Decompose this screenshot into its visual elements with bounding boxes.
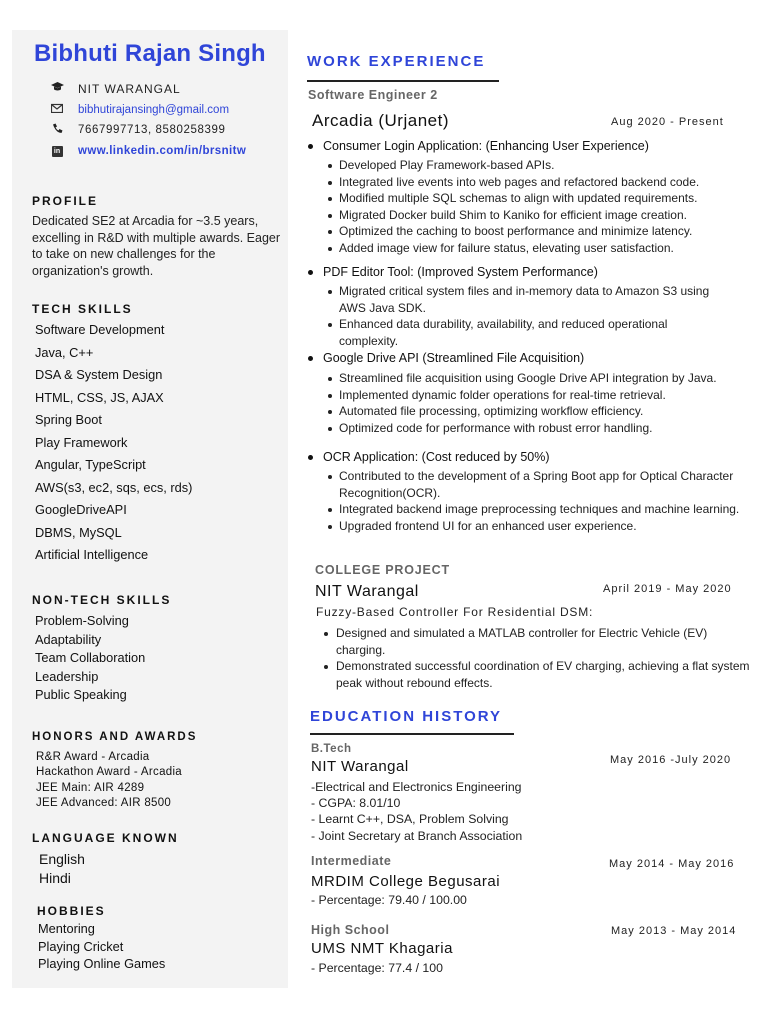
edu-institution: UMS NMT Khagaria <box>311 940 453 957</box>
edu-level: B.Tech <box>311 743 352 755</box>
work-heading-rule <box>307 80 499 82</box>
college-project-institution: NIT Warangal <box>315 583 419 600</box>
project-bullet-item: Streamlined file acquisition using Google Drive API integration by Java. <box>326 370 717 387</box>
edu-details <box>311 892 467 908</box>
college-project-title: Fuzzy-Based Controller For Residential DSM: <box>316 605 594 619</box>
project-bullet-item: Added image view for failure status, elevating user satisfaction. <box>326 240 699 257</box>
language-item: Hindi <box>39 870 71 886</box>
nontech-skills-heading: NON-TECH SKILLS <box>32 593 172 607</box>
edu-institution: MRDIM College Begusarai <box>311 873 501 890</box>
nontech-skill-item: Leadership <box>35 668 99 684</box>
profile-heading: PROFILE <box>32 194 99 208</box>
honor-item: Hackathon Award - Arcadia <box>36 766 183 779</box>
honors-list <box>36 750 182 811</box>
tech-skill-item: Software Development <box>35 322 165 337</box>
email-link[interactable]: bibhutirajansingh@gmail.com <box>78 103 230 116</box>
project-title-text: OCR Application: (Cost reduced by 50%) <box>323 450 550 464</box>
hobby-item: Mentoring <box>38 921 95 936</box>
tech-skill-item: AWS(s3, ec2, sqs, ecs, rds) <box>35 479 193 495</box>
education-history-heading: EDUCATION HISTORY <box>310 708 503 725</box>
edu-level: High School <box>311 923 390 937</box>
edu-details <box>311 779 522 844</box>
tech-skill-item: HTML, CSS, JS, AJAX <box>35 389 164 405</box>
language-heading: LANGUAGE KNOWN <box>32 831 179 845</box>
graduation-cap-icon <box>50 82 64 95</box>
contact-school <box>50 81 181 96</box>
project-bullet-item: Integrated backend image preprocessing techniques and machine learning. <box>326 501 746 518</box>
project-bullet-item: Integrated live events into web pages and refactored backend code. <box>326 174 699 191</box>
project-bullet <box>308 455 313 460</box>
tech-skill-item: DSA & System Design <box>35 367 163 382</box>
phone-text: 7667997713, 8580258399 <box>78 124 226 136</box>
tech-skill-item: GoogleDriveAPI <box>35 502 127 517</box>
project-bullet-item: Optimized the caching to boost performance and minimize latency. <box>326 223 699 240</box>
nontech-skill-item: Adaptability <box>35 631 102 647</box>
honors-heading: HONORS AND AWARDS <box>32 731 198 743</box>
project-bullet <box>308 356 313 361</box>
project-bullet-item: Contributed to the development of a Spring Boot app for Optical Character Recognition(OCR). <box>326 468 746 501</box>
tech-skills-list <box>35 320 192 568</box>
job-role: Software Engineer 2 <box>308 88 438 102</box>
linkedin-link[interactable]: www.linkedin.com/in/brsnitw <box>78 144 247 157</box>
edu-detail-line: - Joint Secretary at Branch Association <box>311 828 523 843</box>
edu-detail-line: - Percentage: 79.40 / 100.00 <box>311 893 467 907</box>
tech-skill-item: Java, C++ <box>35 344 94 360</box>
project-bullet-item: Migrated Docker build Shim to Kaniko for efficient image creation. <box>326 207 699 224</box>
contact-email[interactable] <box>50 103 230 116</box>
project-bullet-item: Developed Play Framework-based APIs. <box>326 157 699 174</box>
work-experience-heading: WORK EXPERIENCE <box>307 53 486 70</box>
project-title-text: PDF Editor Tool: (Improved System Performance) <box>323 265 598 279</box>
project-bullet-item: Implemented dynamic folder operations for real-time retrieval. <box>326 387 717 404</box>
honor-item: JEE Main: AIR 4289 <box>36 781 145 794</box>
project-title <box>308 450 550 464</box>
college-project-bullets <box>320 625 750 691</box>
project-title <box>308 351 584 365</box>
edu-detail-line: - Percentage: 77.4 / 100 <box>311 961 443 975</box>
edu-detail-line: -Electrical and Electronics Engineering <box>311 780 522 794</box>
project-bullet-item: Migrated critical system files and in-memory data to Amazon S3 using AWS Java SDK. <box>326 283 726 316</box>
edu-dates: May 2016 -July 2020 <box>610 754 732 766</box>
tech-skill-item: DBMS, MySQL <box>35 524 122 540</box>
tech-skill-item: Play Framework <box>35 434 128 450</box>
hobby-item: Playing Cricket <box>38 938 124 954</box>
project-bullet-item: Optimized code for performance with robust error handling. <box>326 420 717 437</box>
nontech-skill-item: Public Speaking <box>35 687 127 703</box>
phone-icon <box>50 123 64 137</box>
linkedin-icon: in <box>50 144 64 157</box>
candidate-name: Bibhuti Rajan Singh <box>34 40 266 67</box>
edu-institution: NIT Warangal <box>311 758 409 775</box>
tech-skills-heading: TECH SKILLS <box>32 302 133 316</box>
edu-detail-line: - Learnt C++, DSA, Problem Solving <box>311 812 509 827</box>
language-item: English <box>39 851 85 867</box>
nontech-skills-list <box>35 612 145 705</box>
hobbies-heading: HOBBIES <box>37 904 106 918</box>
hobbies-list <box>38 920 165 973</box>
project-bullets <box>326 283 726 349</box>
job-dates: Aug 2020 - Present <box>611 116 724 128</box>
edu-details <box>311 960 443 976</box>
project-bullet <box>308 144 313 149</box>
tech-skill-item: Angular, TypeScript <box>35 457 146 472</box>
college-project-bullet-item: Designed and simulated a MATLAB controller for Electric Vehicle (EV) charging. <box>320 625 750 658</box>
nontech-skill-item: Problem-Solving <box>35 613 129 628</box>
contact-phone <box>50 123 226 137</box>
project-bullet <box>308 270 313 275</box>
project-title-text: Google Drive API (Streamlined File Acquisition) <box>323 351 585 365</box>
project-bullet-item: Enhanced data durability, availability, and reduced operational complexity. <box>326 316 726 349</box>
edu-detail-line: - CGPA: 8.01/10 <box>311 796 401 811</box>
languages-list <box>39 850 85 888</box>
tech-skill-item: Artificial Intelligence <box>35 547 149 562</box>
hobby-item: Playing Online Games <box>38 956 166 971</box>
project-bullets <box>326 468 746 534</box>
edu-dates: May 2013 - May 2014 <box>611 925 737 937</box>
honor-item: R&R Award - Arcadia <box>36 751 150 763</box>
education-heading-rule <box>310 733 514 735</box>
project-bullets <box>326 370 717 436</box>
project-title <box>308 265 598 279</box>
college-project-heading: COLLEGE PROJECT <box>315 563 450 577</box>
project-bullet-item: Upgraded frontend UI for an enhanced user experience. <box>326 518 746 535</box>
college-project-dates: April 2019 - May 2020 <box>603 583 732 595</box>
project-bullets <box>326 157 699 256</box>
edu-dates: May 2014 - May 2016 <box>609 858 735 870</box>
profile-text: Dedicated SE2 at Arcadia for ~3.5 years, excelling in R&D with multiple awards. Eager to take on new challenges for the organization's growth. <box>32 214 281 278</box>
project-title <box>308 139 649 153</box>
project-bullet-item: Modified multiple SQL schemas to align with updated requirements. <box>326 190 699 207</box>
school-text: NIT WARANGAL <box>78 81 181 96</box>
project-bullet-item: Automated file processing, optimizing workflow efficiency. <box>326 403 717 420</box>
company-name: Arcadia (Urjanet) <box>312 111 449 130</box>
contact-linkedin[interactable] <box>50 144 247 157</box>
project-title-text: Consumer Login Application: (Enhancing User Experience) <box>323 139 649 153</box>
edu-level: Intermediate <box>311 854 392 868</box>
tech-skill-item: Spring Boot <box>35 412 102 427</box>
nontech-skill-item: Team Collaboration <box>35 650 146 666</box>
envelope-icon <box>50 103 64 116</box>
honor-item: JEE Advanced: AIR 8500 <box>36 796 172 809</box>
college-project-bullet-item: Demonstrated successful coordination of EV charging, achieving a flat system peak without rebound effects. <box>320 658 750 691</box>
